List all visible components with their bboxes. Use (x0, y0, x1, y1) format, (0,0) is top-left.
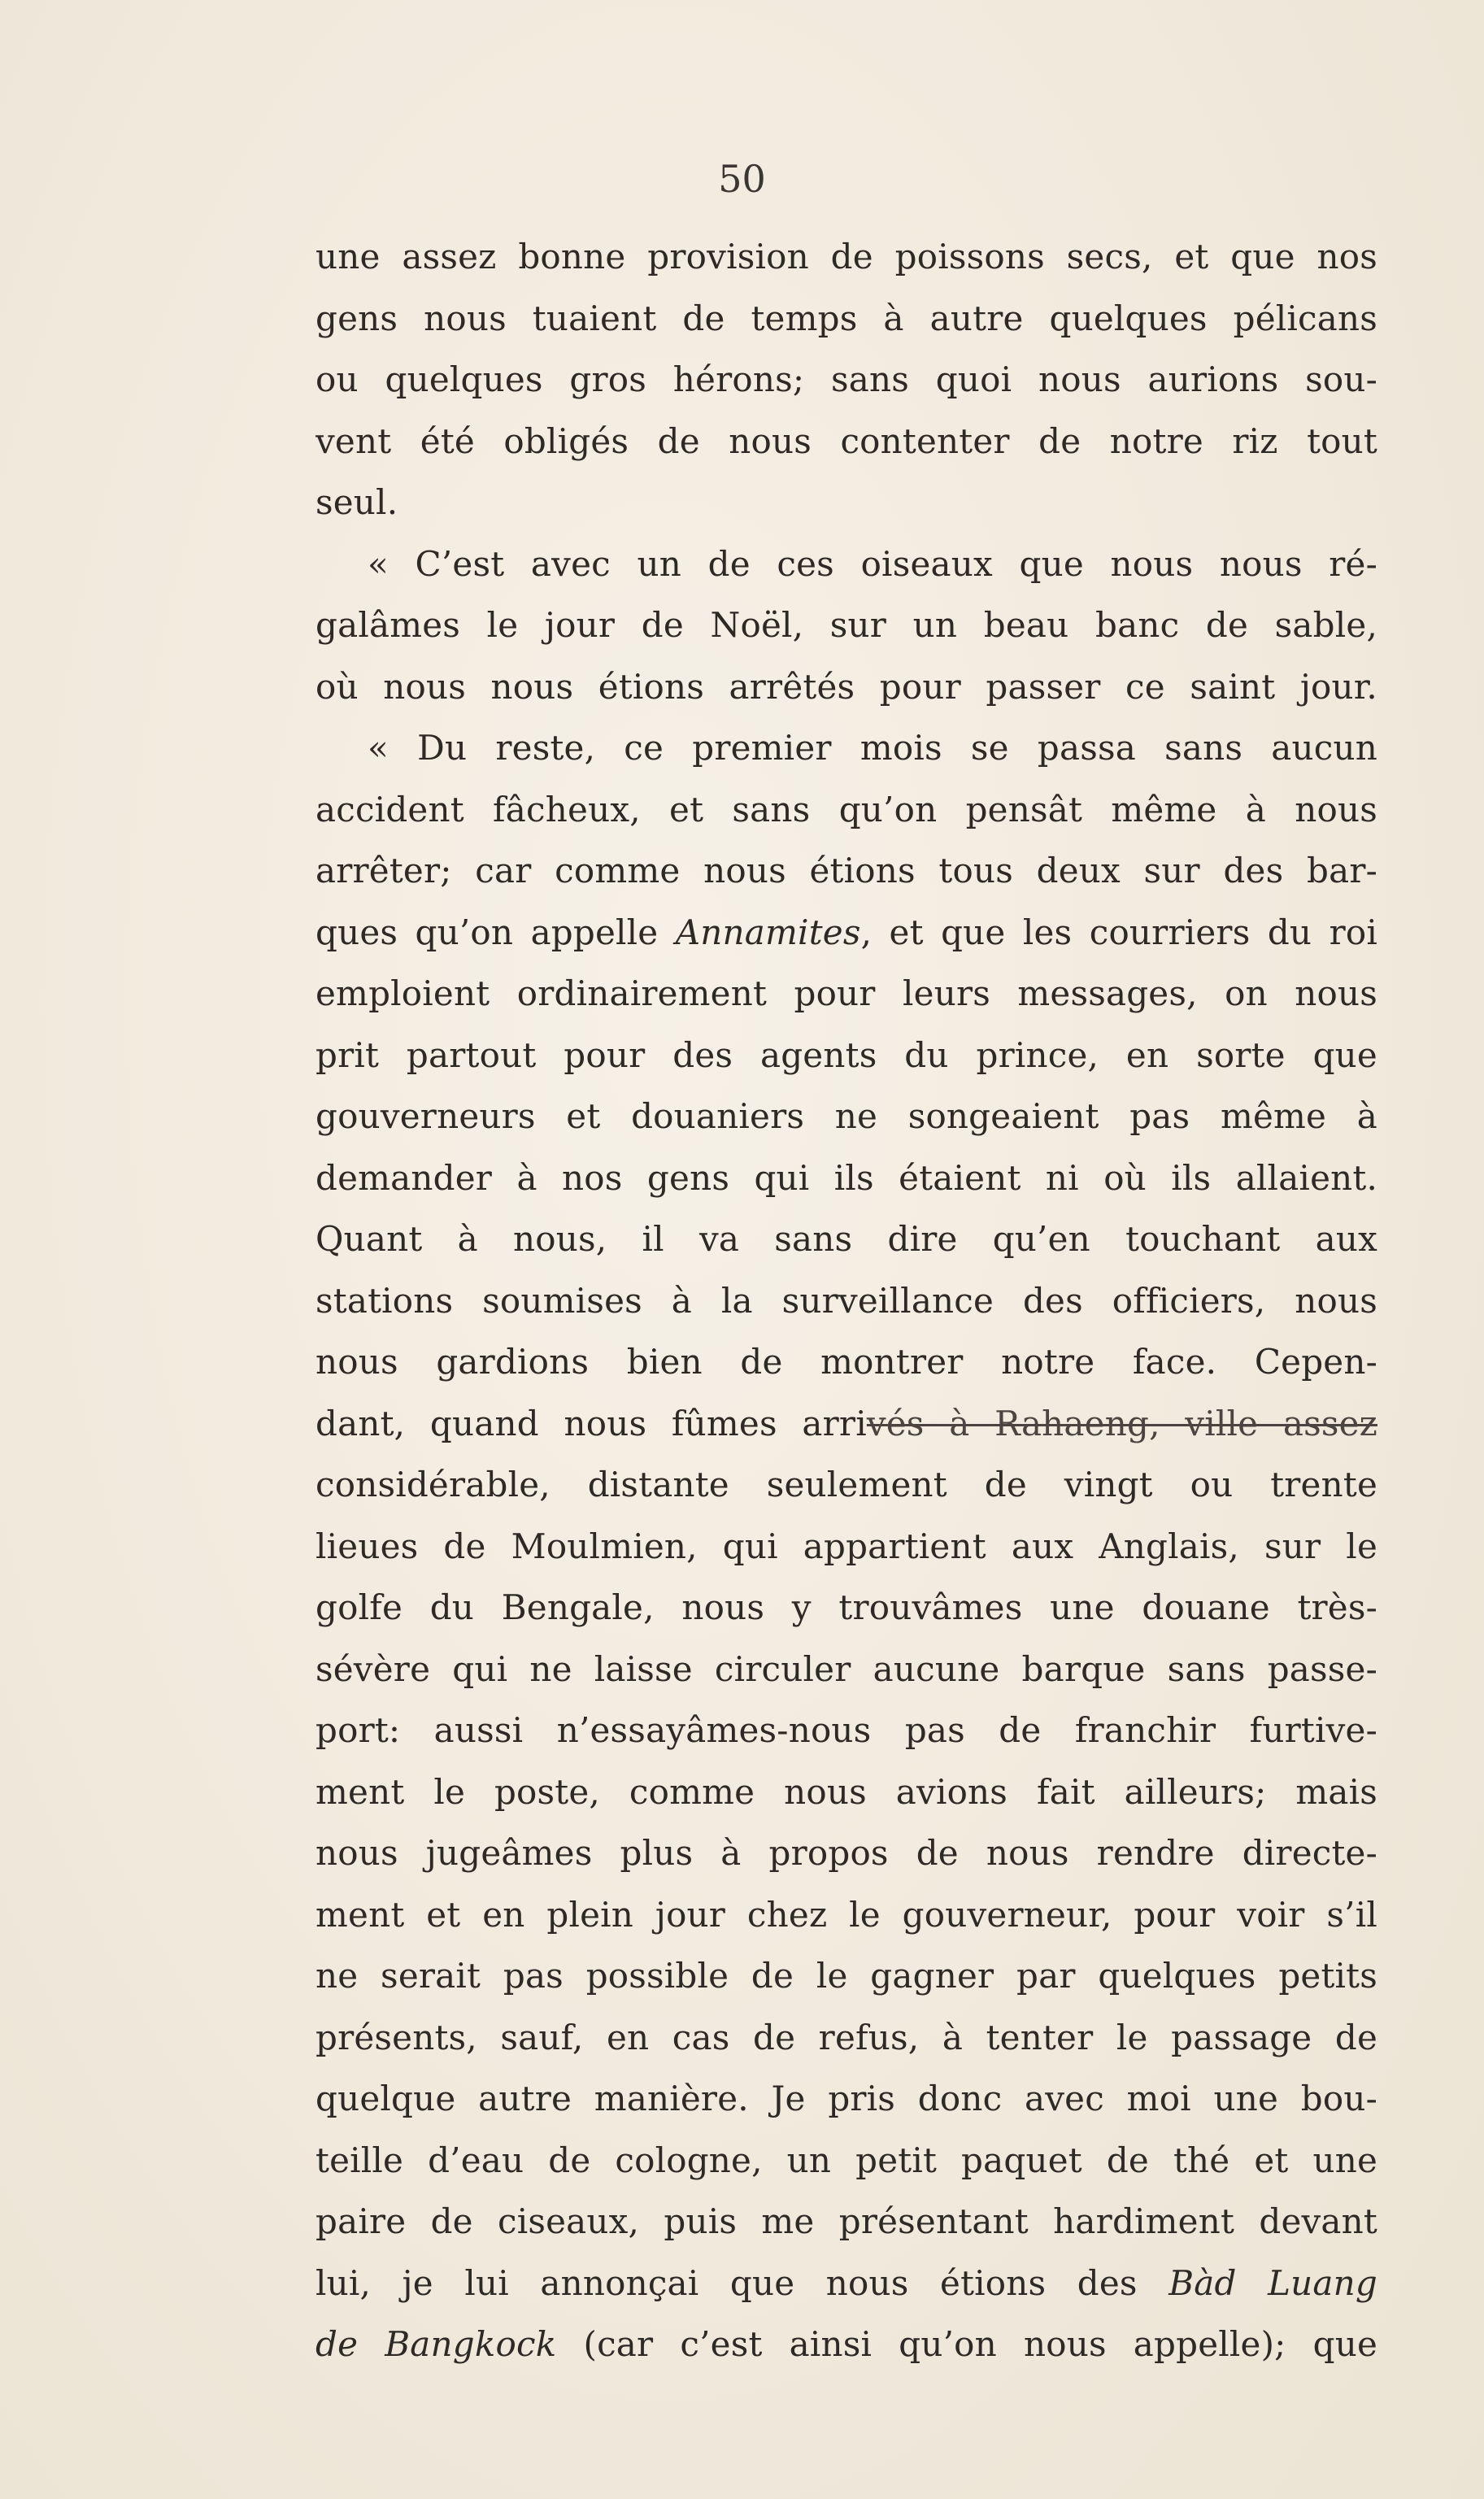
text-span: accident fâcheux, et sans qu’on pensât même à nous (316, 789, 1377, 829)
text-span: dant, quand nous fûmes arri (316, 1403, 867, 1443)
text-span: gouverneurs et douaniers ne songeaient pas même à (316, 1096, 1377, 1136)
text-line-2 (316, 288, 1377, 350)
text-line-14 (316, 1025, 1377, 1086)
text-span: Quant à nous, il va sans dire qu’en touchant aux (316, 1219, 1377, 1259)
text-line-7 (316, 594, 1377, 656)
text-line-33 (316, 2191, 1377, 2253)
text-span: « Du reste, ce premier mois se passa sans aucun (368, 728, 1377, 768)
text-span: présents, sauf, en cas de refus, à tenter le passage de (316, 2017, 1377, 2057)
text-line-26 (316, 1761, 1377, 1823)
text-line-9 (316, 717, 1377, 779)
text-span: prit partout pour des agents du prince, en sorte que (316, 1034, 1377, 1075)
text-span: sévère qui ne laisse circuler aucune barque sans passe- (316, 1648, 1377, 1689)
text-line-17 (316, 1208, 1377, 1270)
text-span: lieues de Moulmien, qui appartient aux Anglais, sur le (316, 1526, 1377, 1566)
text-line-5 (316, 472, 1377, 533)
text-line-10 (316, 779, 1377, 841)
text-line-21 (316, 1454, 1377, 1516)
text-line-30 (316, 2007, 1377, 2069)
text-span: , et que les courriers du roi (860, 912, 1377, 952)
text-line-6 (316, 533, 1377, 595)
text-span: arrêter; car comme nous étions tous deux sur des bar- (316, 851, 1377, 890)
text-line-16 (316, 1147, 1377, 1209)
struck-through-text: vés à Rahaeng, ville assez (866, 1403, 1377, 1443)
page-number: 50 (718, 157, 766, 201)
text-line-35 (316, 2314, 1377, 2375)
text-line-23 (316, 1577, 1377, 1639)
text-line-25 (316, 1700, 1377, 1761)
italic-term: de Bangkock (316, 2324, 557, 2364)
text-line-20 (316, 1393, 1377, 1455)
text-line-19 (316, 1331, 1377, 1393)
text-line-29 (316, 1945, 1377, 2007)
text-span: demander à nos gens qui ils étaient ni où ils allaient. (316, 1157, 1377, 1198)
text-span: nous gardions bien de montrer notre face. Cepen- (316, 1342, 1377, 1382)
text-line-27 (316, 1822, 1377, 1884)
text-span: gens nous tuaient de temps à autre quelques pélicans (316, 298, 1377, 338)
text-span: golfe du Bengale, nous y trouvâmes une douane très- (316, 1587, 1377, 1627)
text-line-28 (316, 1884, 1377, 1946)
text-line-34 (316, 2253, 1377, 2314)
text-span: ment et en plein jour chez le gouverneur, pour voir s’il (316, 1894, 1377, 1935)
text-span: seul. (316, 482, 398, 522)
text-span: nous jugeâmes plus à propos de nous rendre directe- (316, 1833, 1377, 1873)
italic-term: Bàd Luang (1168, 2262, 1377, 2303)
text-span: (car c’est ainsi qu’on nous appelle); que (556, 2324, 1377, 2364)
text-line-32 (316, 2130, 1377, 2192)
text-line-1 (316, 226, 1377, 288)
text-span: ou quelques gros hérons; sans quoi nous aurions sou- (316, 359, 1377, 399)
text-line-11 (316, 840, 1377, 902)
text-line-18 (316, 1270, 1377, 1332)
text-line-3 (316, 349, 1377, 411)
text-line-13 (316, 963, 1377, 1025)
text-span: ne serait pas possible de le gagner par quelques petits (316, 1956, 1377, 1996)
text-line-12 (316, 902, 1377, 964)
text-span: teille d’eau de cologne, un petit paquet de thé et une (316, 2140, 1377, 2180)
body-text (316, 226, 1377, 2375)
text-span: considérable, distante seulement de vingt ou trente (316, 1465, 1377, 1504)
text-line-31 (316, 2068, 1377, 2130)
text-span: vent été obligés de nous contenter de notre riz tout (316, 420, 1377, 461)
text-span: où nous nous étions arrêtés pour passer ce saint jour. (316, 666, 1377, 707)
text-span: quelque autre manière. Je pris donc avec moi une bou- (316, 2079, 1377, 2118)
text-span: une assez bonne provision de poissons secs, et que nos (316, 237, 1377, 276)
text-span: paire de ciseaux, puis me présentant hardiment devant (316, 2201, 1377, 2241)
text-span: lui, je lui annonçai que nous étions des (316, 2262, 1169, 2303)
text-line-24 (316, 1639, 1377, 1700)
text-line-4 (316, 411, 1377, 472)
text-span: port: aussi n’essayâmes-nous pas de franchir furtive- (316, 1710, 1377, 1750)
text-span: galâmes le jour de Noël, sur un beau banc de sable, (316, 605, 1377, 645)
text-span: stations soumises à la surveillance des officiers, nous (316, 1280, 1377, 1321)
text-span: ment le poste, comme nous avions fait ailleurs; mais (316, 1771, 1377, 1812)
text-span: emploient ordinairement pour leurs messages, on nous (316, 973, 1377, 1013)
text-span: ques qu’on appelle (316, 912, 676, 952)
text-line-15 (316, 1086, 1377, 1147)
text-line-8 (316, 656, 1377, 718)
text-line-22 (316, 1516, 1377, 1578)
italic-term: Annamites (675, 912, 861, 952)
text-span: « C’est avec un de ces oiseaux que nous nous ré- (368, 543, 1377, 584)
